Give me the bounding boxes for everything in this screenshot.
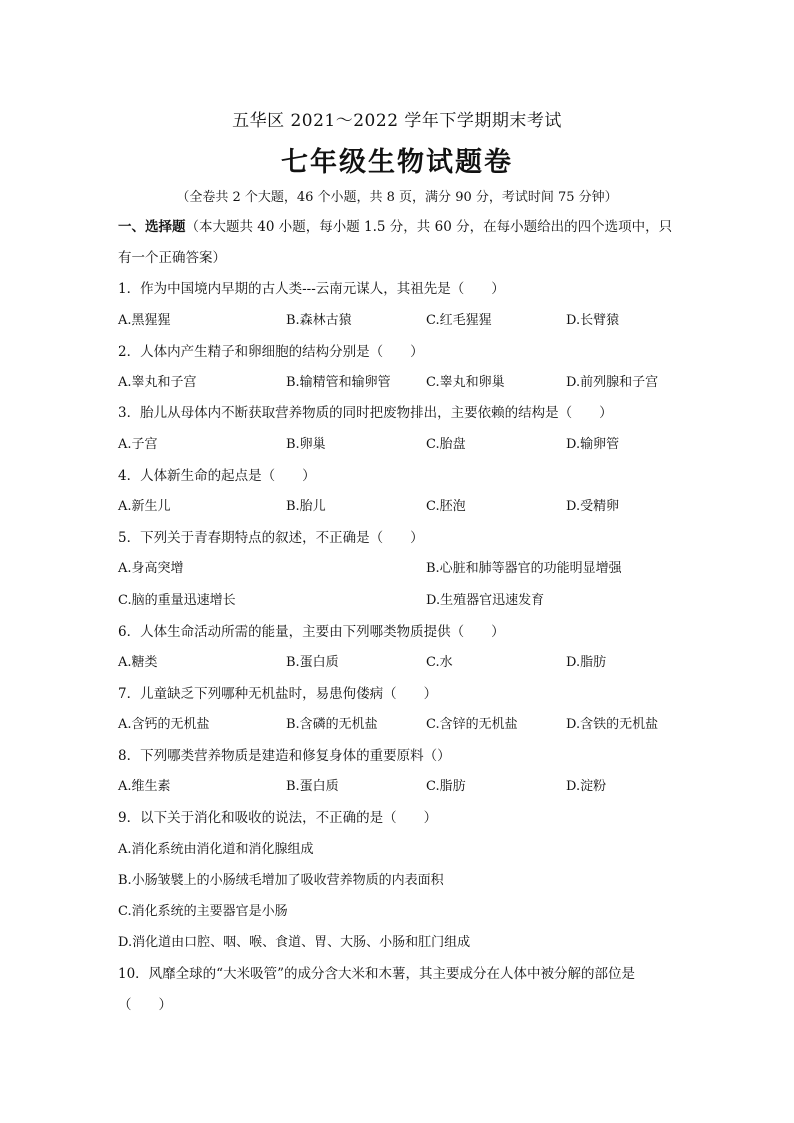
option-b: B.心脏和肺等器官的功能明显增强 <box>426 561 622 576</box>
exam-note: （全卷共 2 个大题，46 个小题，共 8 页，满分 90 分，考试时间 75 分钟） <box>176 190 618 205</box>
exam-title: 五华区 2021～2022 学年下学期期末考试 <box>232 111 562 131</box>
option-c: C.胎盘 <box>426 437 466 452</box>
option-a: A.新生儿 <box>118 499 171 514</box>
option-a: A.身高突增 <box>118 561 184 576</box>
question-stem-continued: （ ） <box>118 997 172 1013</box>
option-b: B.蛋白质 <box>286 655 339 670</box>
option-b: B.含磷的无机盐 <box>286 717 378 732</box>
option-a: A.维生素 <box>118 779 171 794</box>
option-c: C.脂肪 <box>426 779 466 794</box>
paper-title: 七年级生物试题卷 <box>281 147 513 178</box>
option-c: C.消化系统的主要器官是小肠 <box>118 904 288 919</box>
option-b: B.蛋白质 <box>286 779 339 794</box>
option-d: D.输卵管 <box>566 437 620 452</box>
option-b: B.输精管和输卵管 <box>286 375 391 390</box>
option-c: C.水 <box>426 655 453 670</box>
option-a: A.睾丸和子宫 <box>118 375 197 390</box>
option-a: A.消化系统由消化道和消化腺组成 <box>118 842 314 857</box>
question-stem: 9．以下关于消化和吸收的说法，不正确的是（ ） <box>118 810 438 826</box>
option-d: D.前列腺和子宫 <box>566 375 659 390</box>
option-a: A.子宫 <box>118 437 158 452</box>
option-d: D.长臂猿 <box>566 313 620 328</box>
option-c: C.胚泡 <box>426 499 466 514</box>
question-stem: 2．人体内产生精子和卵细胞的结构分别是（ ） <box>118 344 424 360</box>
option-b: B.卵巢 <box>286 437 326 452</box>
option-b: B.胎儿 <box>286 499 326 514</box>
option-a: A.糖类 <box>118 655 158 670</box>
option-d: D.淀粉 <box>566 779 607 794</box>
option-b: B.小肠皱襞上的小肠绒毛增加了吸收营养物质的内表面积 <box>118 873 444 888</box>
question-stem: 6．人体生命活动所需的能量，主要由下列哪类物质提供（ ） <box>118 624 505 640</box>
option-a: A.含钙的无机盐 <box>118 717 210 732</box>
question-stem: 7．儿童缺乏下列哪种无机盐时，易患佝偻病（ ） <box>118 686 438 702</box>
question-stem: 10．风靡全球的“大米吸管”的成分含大米和木薯，其主要成分在人体中被分解的部位是 <box>118 966 635 982</box>
question-stem: 8．下列哪类营养物质是建造和修复身体的重要原料（） <box>118 748 451 764</box>
option-d: D.生殖器官迅速发育 <box>426 593 545 608</box>
question-stem: 5．下列关于青春期特点的叙述，不正确是（ ） <box>118 530 424 546</box>
option-c: C.含锌的无机盐 <box>426 717 518 732</box>
question-stem: 4．人体新生命的起点是（ ） <box>118 468 316 484</box>
section-instructions-line2: 有一个正确答案） <box>118 250 226 266</box>
option-d: D.脂肪 <box>566 655 607 670</box>
option-b: B.森林古猿 <box>286 313 352 328</box>
option-d: D.含铁的无机盐 <box>566 717 659 732</box>
section-instructions-line1: （本大题共 40 小题，每小题 1.5 分，共 60 分，在每小题给出的四个选项中，只 <box>185 219 673 235</box>
section-heading: 一、选择题 <box>118 219 186 235</box>
option-c: C.红毛猩猩 <box>426 313 492 328</box>
option-a: A.黑猩猩 <box>118 313 171 328</box>
option-c: C.睾丸和卵巢 <box>426 375 505 390</box>
option-d: D.受精卵 <box>566 499 620 514</box>
question-stem: 3．胎儿从母体内不断获取营养物质的同时把废物排出，主要依赖的结构是（ ） <box>118 405 613 421</box>
option-d: D.消化道由口腔、咽、喉、食道、胃、大肠、小肠和肛门组成 <box>118 935 471 950</box>
option-c: C.脑的重量迅速增长 <box>118 593 236 608</box>
section-instructions <box>118 217 672 237</box>
question-stem: 1．作为中国境内早期的古人类---云南元谋人，其祖先是（ ） <box>118 281 505 297</box>
